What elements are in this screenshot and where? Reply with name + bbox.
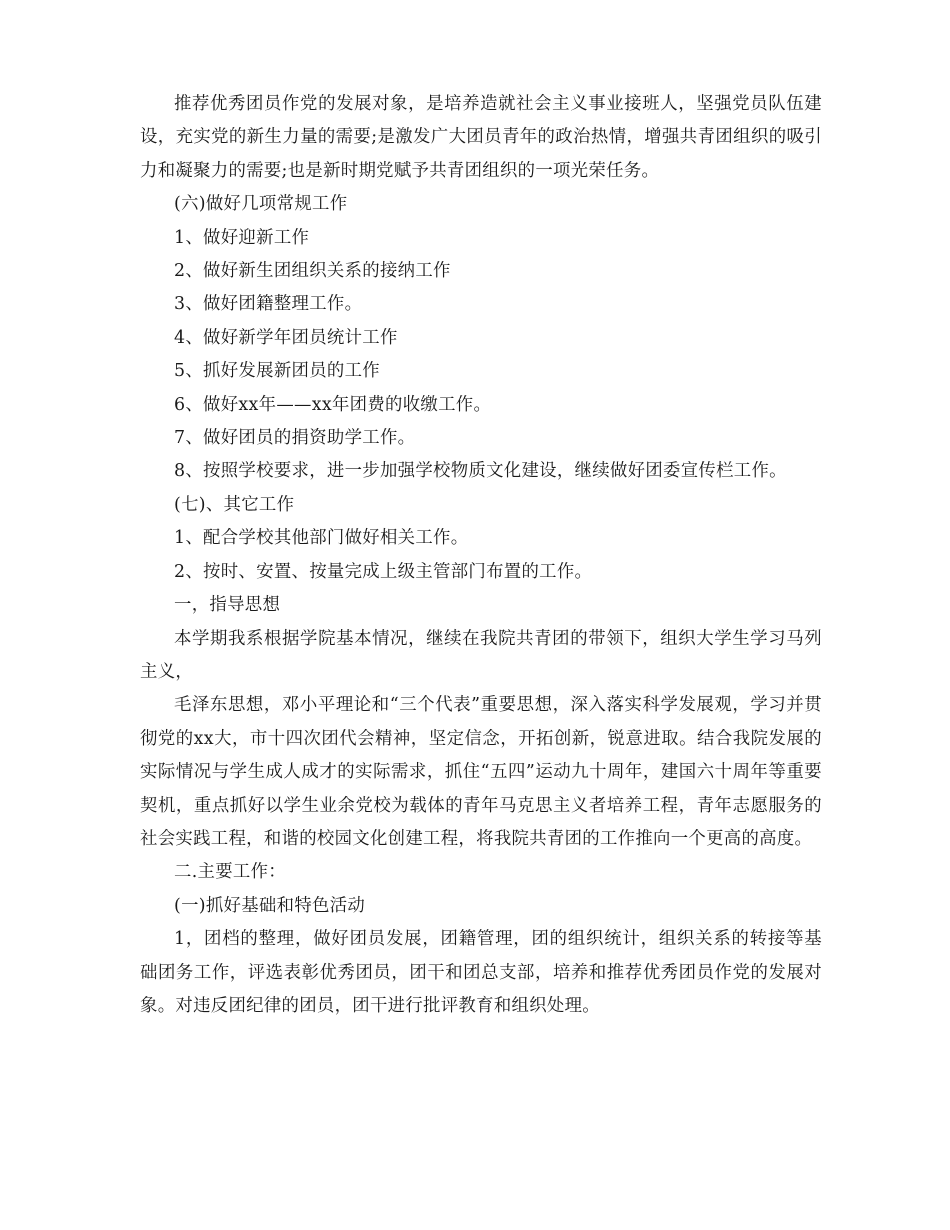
paragraph-ideology-detail: 毛泽东思想，邓小平理论和“三个代表”重要思想，深入落实科学发展观，学习并贯彻党的xx大，市十四次团代会精神，坚定信念，开拓创新，锐意进取。结合我院发展的实际情况与学生成人成才的实际需求，抓住“五四”运动九十周年，建国六十周年等重要契机，重点抓好以学生业余党校为载体的青年马克思主义者培养工程，青年志愿服务的社会实践工程，和谐的校园文化创建工程，将我院共青团的工作推向一个更高的高度。 xyxy=(140,695,822,849)
heading-basic-activities: (一)抓好基础和特色活动 xyxy=(174,895,366,916)
heading-routine-work: (六)做好几项常规工作 xyxy=(174,194,348,215)
list-item-bulletin-board: 8、按照学校要求，进一步加强学校物质文化建设，继续做好团委宣传栏工作。 xyxy=(174,461,787,482)
list-item-welcome: 1、做好迎新工作 xyxy=(174,227,310,248)
list-item-new-members: 5、抓好发展新团员的工作 xyxy=(174,361,380,382)
list-item-dues: 6、做好xx年——xx年团费的收缴工作。 xyxy=(174,394,492,415)
list-item-membership-records: 3、做好团籍整理工作。 xyxy=(174,294,363,315)
list-item-cooperate: 1、配合学校其他部门做好相关工作。 xyxy=(174,528,469,549)
heading-other-work: (七)、其它工作 xyxy=(174,494,295,515)
heading-main-work: 二.主要工作： xyxy=(174,862,286,883)
list-item-new-relations: 2、做好新生团组织关系的接纳工作 xyxy=(174,261,451,282)
paragraph-archive-work: 1，团档的整理，做好团员发展，团籍管理，团的组织统计，组织关系的转接等基础团务工作，评选表彰优秀团员，团干和团总支部，培养和推荐优秀团员作党的发展对象。对违反团纪律的团员，团干进行批评教育和组织处理。 xyxy=(140,929,822,1016)
list-item-statistics: 4、做好新学年团员统计工作 xyxy=(174,327,398,348)
paragraph-semester-intro: 本学期我系根据学院基本情况，继续在我院共青团的带领下，组织大学生学习马列主义， xyxy=(140,628,822,682)
heading-guiding-ideology: 一，指导思想 xyxy=(174,595,281,616)
paragraph-recommend-members: 推荐优秀团员作党的发展对象，是培养造就社会主义事业接班人，坚强党员队伍建设，充实党的新生力量的需要;是激发广大团员青年的政治热情，增强共青团组织的吸引力和凝聚力的需要;也是新时期党赋予共青团组织的一项光荣任务。 xyxy=(140,94,822,181)
list-item-complete-tasks: 2、按时、安置、按量完成上级主管部门布置的工作。 xyxy=(174,561,593,582)
list-item-donation: 7、做好团员的捐资助学工作。 xyxy=(174,428,416,449)
